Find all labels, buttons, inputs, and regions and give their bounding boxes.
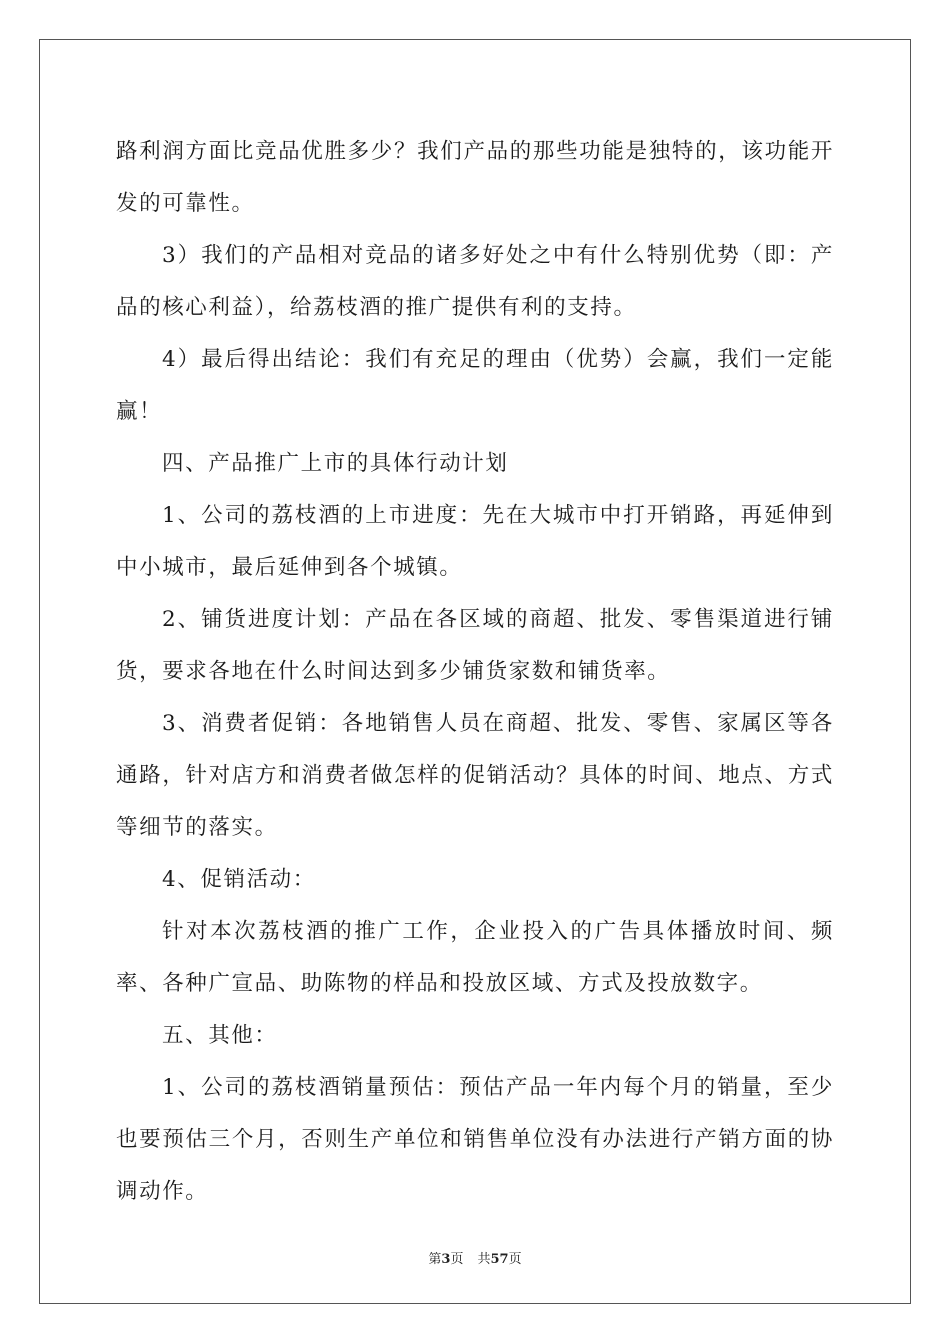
section-heading: 五、其他： xyxy=(162,1023,278,1048)
section-heading: 四、产品推广上市的具体行动计划 xyxy=(162,451,509,476)
paragraph: 2、铺货进度计划：产品在各区域的商超、批发、零售渠道进行铺货，要求各地在什么时间达到多少铺货家数和铺货率。 xyxy=(116,607,834,684)
page-prefix: 第 xyxy=(428,1252,442,1267)
paragraph: 针对本次荔枝酒的推广工作，企业投入的广告具体播放时间、频率、各种广宣品、助陈物的样品和投放区域、方式及投放数字。 xyxy=(116,919,834,996)
paragraph: 4）最后得出结论：我们有充足的理由（优势）会赢，我们一定能赢！ xyxy=(116,347,834,424)
page-footer xyxy=(0,1248,950,1267)
paragraph: 1、公司的荔枝酒的上市进度：先在大城市中打开销路，再延伸到中小城市，最后延伸到各个城镇。 xyxy=(116,503,834,580)
total-pages: 57 xyxy=(490,1252,509,1267)
total-suffix: 页 xyxy=(508,1252,522,1267)
total-prefix: 共 xyxy=(477,1252,491,1267)
paragraph: 3、消费者促销：各地销售人员在商超、批发、零售、家属区等各通路，针对店方和消费者做怎样的促销活动？具体的时间、地点、方式等细节的落实。 xyxy=(116,711,834,840)
document-body xyxy=(116,126,834,1218)
subheading: 4、促销活动： xyxy=(162,867,316,892)
paragraph: 3）我们的产品相对竞品的诸多好处之中有什么特别优势（即：产品的核心利益），给荔枝酒的推广提供有利的支持。 xyxy=(116,243,834,320)
page-suffix: 页 xyxy=(450,1252,464,1267)
page-number: 3 xyxy=(441,1252,451,1267)
paragraph: 1、公司的荔枝酒销量预估：预估产品一年内每个月的销量，至少也要预估三个月，否则生产单位和销售单位没有办法进行产销方面的协调动作。 xyxy=(116,1075,834,1204)
paragraph: 路利润方面比竞品优胜多少？我们产品的那些功能是独特的，该功能开发的可靠性。 xyxy=(116,139,834,216)
